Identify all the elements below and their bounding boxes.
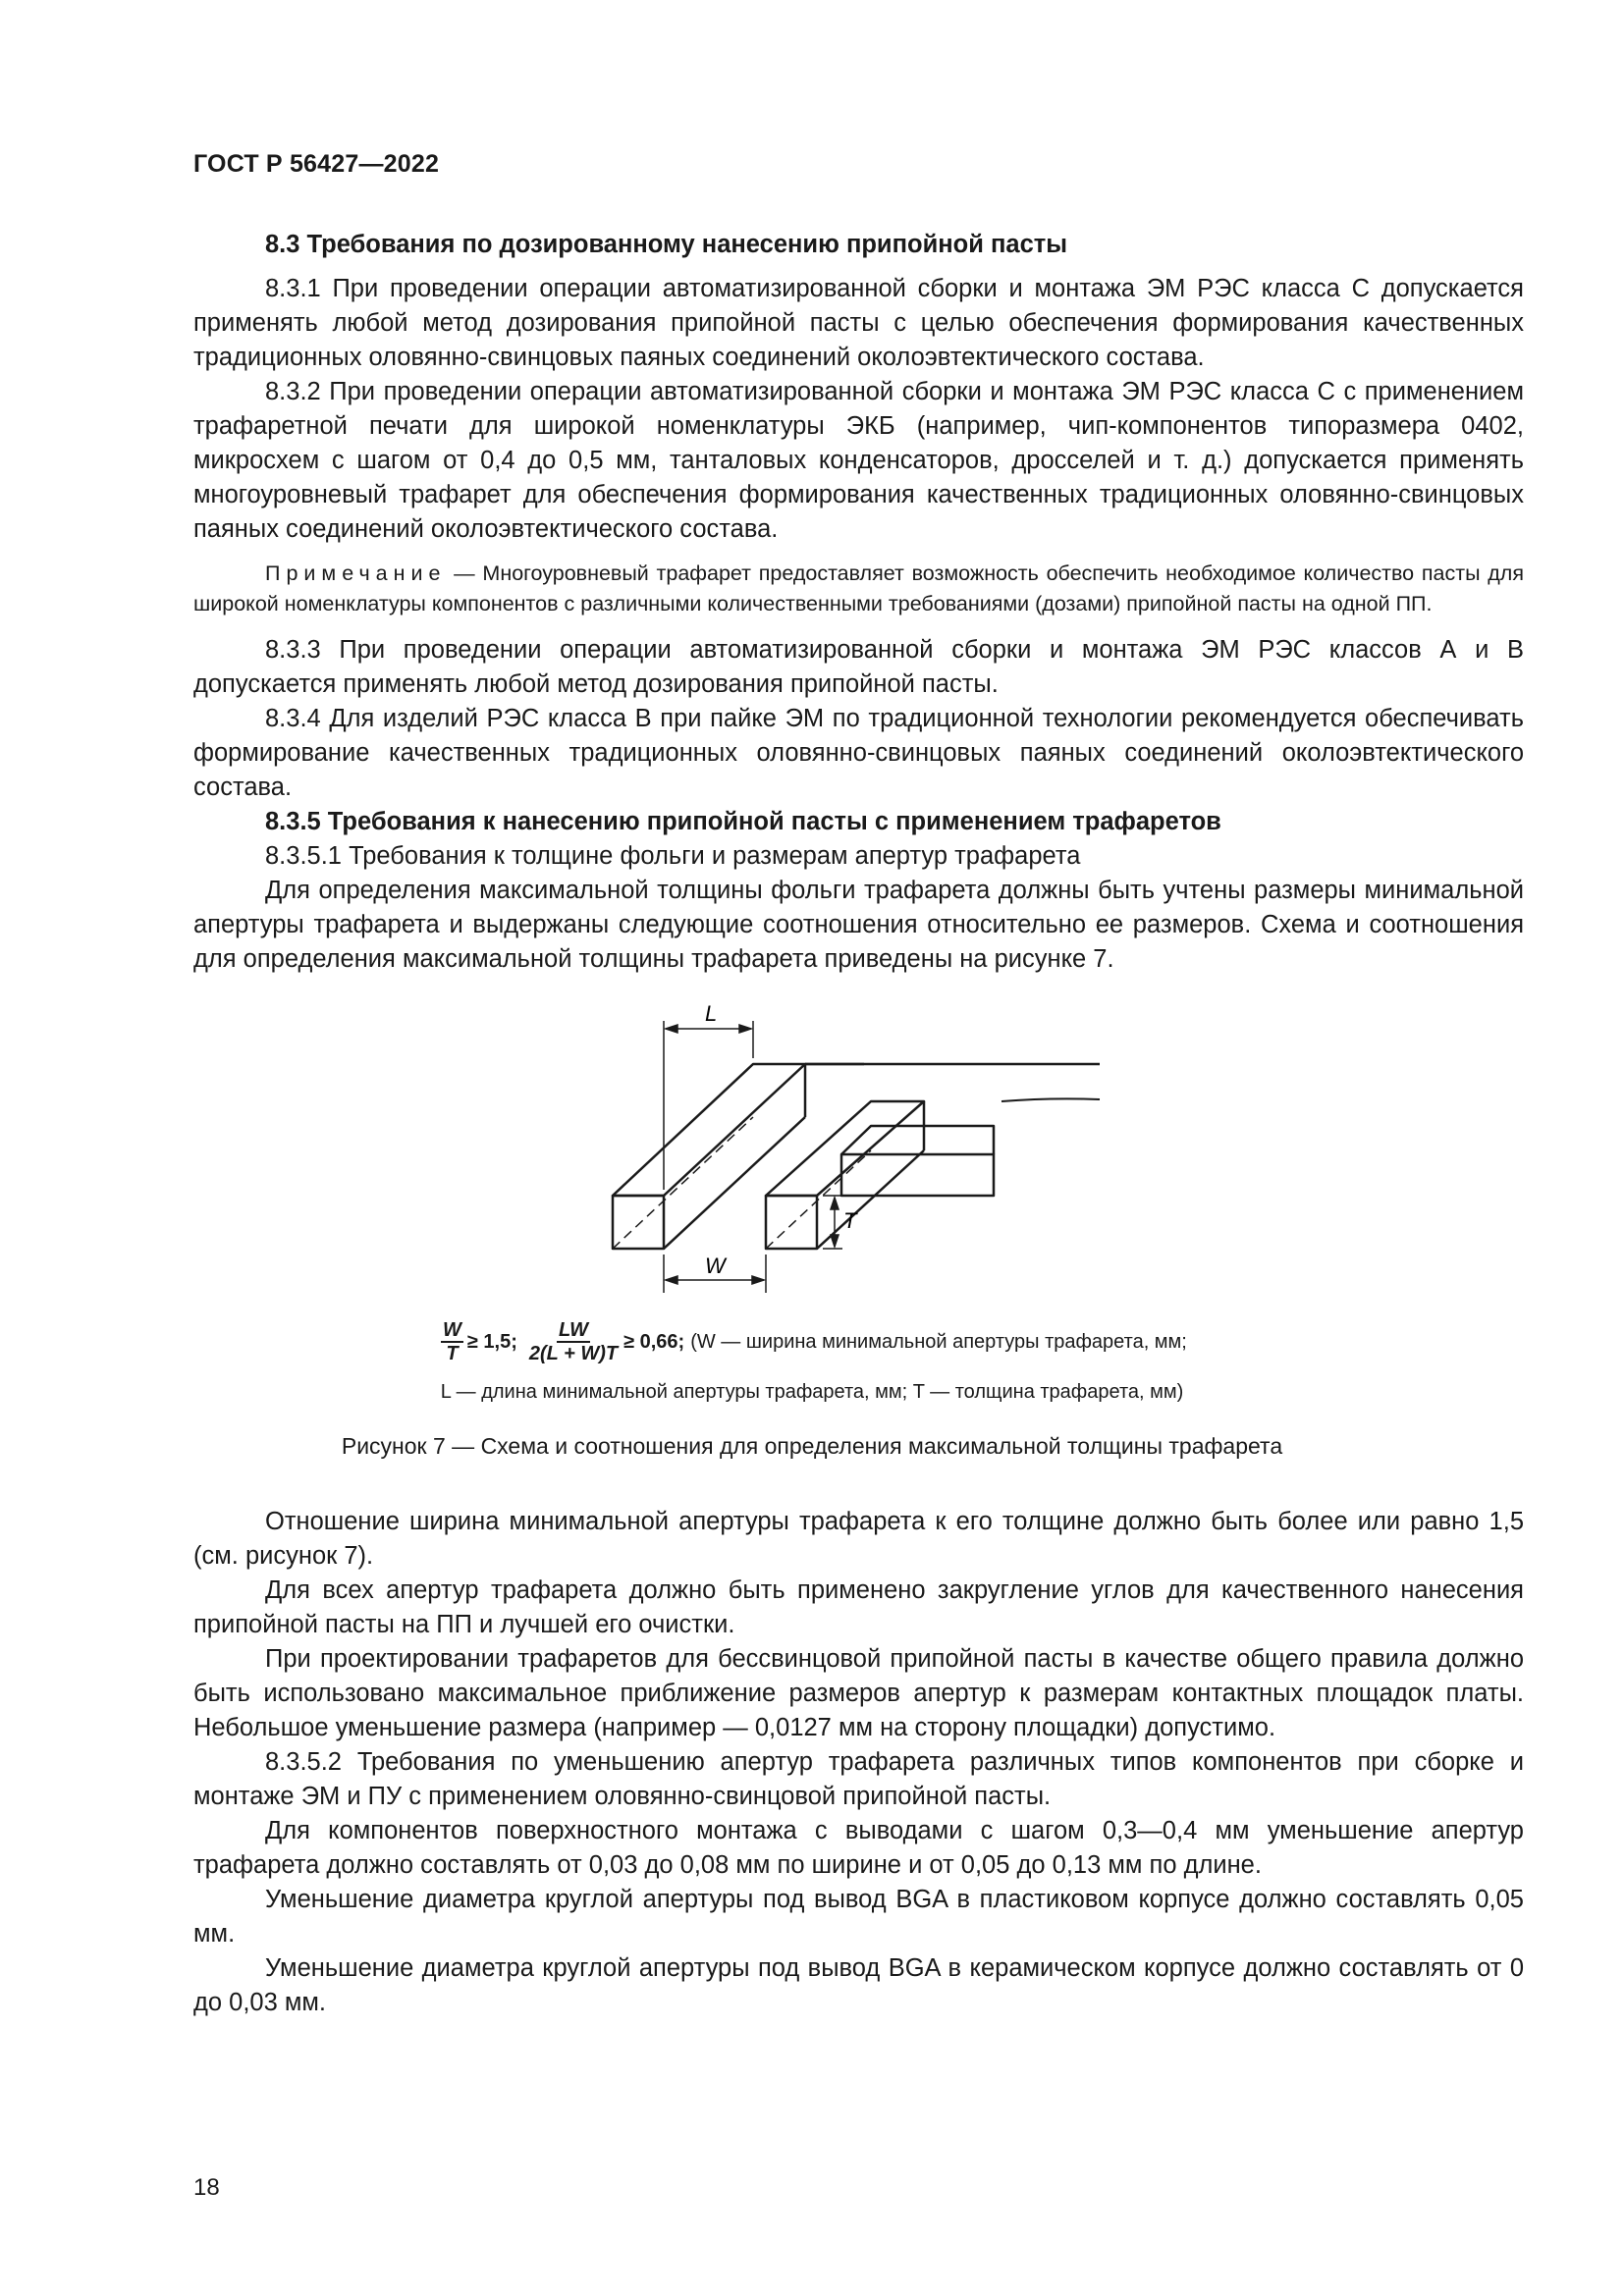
fraction-2-denominator: 2(L + W)T bbox=[528, 1343, 619, 1364]
cross-strip-front-face bbox=[841, 1154, 994, 1196]
label-t: T bbox=[843, 1208, 857, 1233]
paragraph-8-3-3: 8.3.3 При проведении операции автоматизированной сборки и монтажа ЭМ РЭС классов А и В допускается применять любой метод дозирования припойной пасты. bbox=[193, 636, 1524, 698]
paragraph-8-3-1: 8.3.1 При проведении операции автоматизированной сборки и монтажа ЭМ РЭС класса С допускается применять любой метод дозирования припойной пасты с целью обеспечения формирования качественных традиционных оловянно-свинцовых паяных соединений околоэвтектического состава. bbox=[193, 275, 1524, 371]
left-strip-hidden-edge bbox=[613, 1117, 753, 1249]
foil-break-line bbox=[1001, 1098, 1100, 1101]
left-strip-front-face bbox=[613, 1196, 664, 1249]
document-header: ГОСТ Р 56427—2022 bbox=[193, 150, 440, 178]
section-title-8-3: 8.3 Требования по дозированному нанесению припойной пасты bbox=[265, 231, 1068, 258]
after-figure-text bbox=[193, 1505, 1524, 2020]
paragraph-smd-pitch: Для компонентов поверхностного монтажа с выводами с шагом 0,3—0,4 мм уменьшение апертур трафарета должно составлять от 0,03 до 0,08 мм по ширине и от 0,05 до 0,13 мм по длине. bbox=[193, 1817, 1524, 1879]
label-w: W bbox=[705, 1254, 726, 1278]
fraction-w-over-t bbox=[441, 1319, 463, 1364]
paragraph-lead-free: При проектировании трафаретов для бессвинцовой припойной пасты в качестве общего правила должно быть использовано максимальное приближение размеров апертур к размерам контактных площадок платы. Небольшое уменьшение размера (например — 0,0127 мм на сторону площадки) допустимо. bbox=[193, 1645, 1524, 1741]
paragraph-bga-ceramic: Уменьшение диаметра круглой апертуры под вывод BGA в керамическом корпусе должно составлять от 0 до 0,03 мм. bbox=[193, 1954, 1524, 2016]
right-strip-top-face bbox=[766, 1101, 924, 1196]
label-l: L bbox=[705, 1003, 718, 1026]
right-strip-hidden-edge bbox=[766, 1150, 871, 1249]
paragraph-rounding: Для всех апертур трафарета должно быть применено закругление углов для качественного нанесения припойной пасты на ПП и лучшей его очистки. bbox=[193, 1576, 1524, 1638]
fraction-2-numerator: LW bbox=[558, 1319, 588, 1341]
right-strip-front-face bbox=[766, 1196, 817, 1249]
formula-line-1 bbox=[437, 1319, 1187, 1364]
paragraph-8-3-4: 8.3.4 Для изделий РЭС класса В при пайке ЭМ по традиционной технологии рекомендуется обеспечивать формирование качественных традиционных оловянно-свинцовых паяных соединений околоэвтектического состава. bbox=[193, 705, 1524, 801]
section-title-8-3-5: 8.3.5 Требования к нанесению припойной пасты с применением трафаретов bbox=[265, 808, 1221, 835]
paragraph-8-3-2: 8.3.2 При проведении операции автоматизированной сборки и монтажа ЭМ РЭС класса С с применением трафаретной печати для широкой номенклатуры ЭКБ (например, чип-компонентов типоразмера 0402, микросхем с шагом от 0,4 до 0,5 мм, танталовых конденсаторов, дросселей и т. д.) допускается применять многоуровневый трафарет для обеспечения формирования качественных традиционных оловянно-свинцовых паяных соединений околоэвтектического состава. bbox=[193, 378, 1524, 543]
section-8-3-text bbox=[193, 228, 1524, 977]
paragraph-8-3-5-1: 8.3.5.1 Требования к толщине фольги и размерам апертур трафарета bbox=[265, 842, 1081, 870]
fraction-1-denominator: T bbox=[446, 1343, 459, 1364]
paragraph-8-3-5-2: 8.3.5.2 Требования по уменьшению апертур трафарета различных типов компонентов при сборке и монтаже ЭМ и ПУ с применением оловянно-свинцовой припойной пасты. bbox=[193, 1748, 1524, 1810]
left-strip-bottom-edge bbox=[664, 1117, 805, 1249]
page-number: 18 bbox=[193, 2174, 220, 2201]
right-strip-bottom-edge bbox=[817, 1150, 924, 1249]
stencil-aperture-drawing bbox=[589, 1003, 1119, 1300]
fraction-1-numerator: W bbox=[443, 1319, 461, 1341]
legend-line-1: (W — ширина минимальной апертуры трафарета, мм; bbox=[690, 1331, 1187, 1353]
note-label: Примечание bbox=[265, 561, 447, 585]
legend-line-2: L — длина минимальной апертуры трафарета, мм; T — толщина трафарета, мм) bbox=[440, 1381, 1184, 1403]
relation-1: ≥ 1,5; bbox=[466, 1331, 517, 1353]
figure-caption: Рисунок 7 — Схема и соотношения для определения максимальной толщины трафарета bbox=[341, 1433, 1283, 1459]
left-strip-top-face bbox=[613, 1064, 805, 1196]
paragraph-bga-plastic: Уменьшение диаметра круглой апертуры под вывод BGA в пластиковом корпусе должно составлять 0,05 мм. bbox=[193, 1886, 1524, 1948]
note-text: — Многоуровневый трафарет предоставляет возможность обеспечить необходимое количество пасты для широкой номенклатуры компонентов с различными количественными требованиями (дозами) припойной пасты на одной ПП. bbox=[193, 561, 1524, 615]
paragraph-ratio: Отношение ширина минимальной апертуры трафарета к его толщине должно быть более или равно 1,5 (см. рисунок 7). bbox=[193, 1508, 1524, 1570]
fraction-lw bbox=[527, 1319, 620, 1364]
relation-2: ≥ 0,66; bbox=[623, 1331, 685, 1353]
paragraph-intro: Для определения максимальной толщины фольги трафарета должны быть учтены размеры минимальной апертуры трафарета и выдержаны следующие соотношения относительно ее размеров. Схема и соотношения для определения максимальной толщины трафарета приведены на рисунке 7. bbox=[193, 877, 1524, 973]
figure-7-diagram bbox=[589, 1003, 1119, 1300]
note bbox=[193, 559, 1524, 619]
